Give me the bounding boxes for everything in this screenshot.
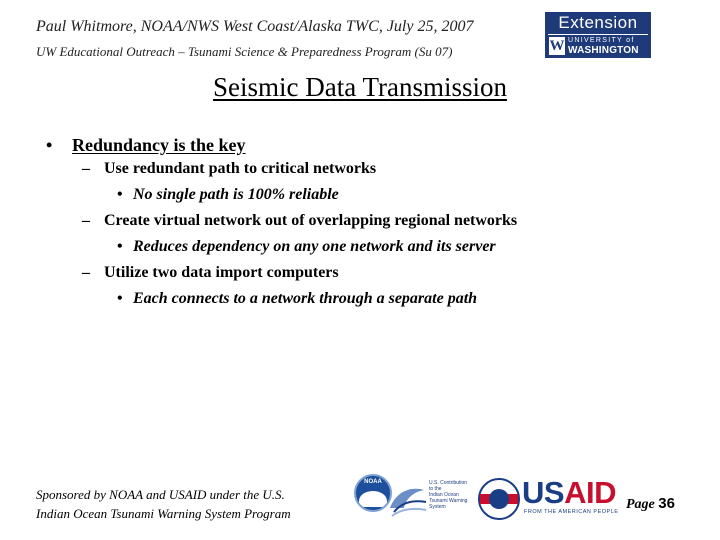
dash-icon: – xyxy=(82,264,90,281)
slide-title: Seismic Data Transmission xyxy=(212,72,508,102)
sub-point-text: Create virtual network out of overlapping regional networks xyxy=(104,212,518,229)
bullet-icon: • xyxy=(117,290,123,307)
sponsor-note xyxy=(36,485,291,523)
page-label: Page xyxy=(626,497,655,512)
sub-point-text: Utilize two data import computers xyxy=(104,264,339,281)
bullet-icon: • xyxy=(117,186,123,203)
logo-university-text: UNIVERSITY of xyxy=(568,37,635,44)
usaid-seal-icon xyxy=(478,478,520,520)
sub-point-1 xyxy=(82,160,376,178)
iotws-caption-line: U.S. Contribution to the xyxy=(429,480,468,492)
sub-point-text: Use redundant path to critical networks xyxy=(104,160,377,177)
detail-point-3 xyxy=(117,290,477,308)
page-number xyxy=(626,495,675,513)
main-bullet xyxy=(46,135,246,156)
noaa-label: NOAA xyxy=(364,479,382,485)
detail-point-text: Reduces dependency on any one network and its server xyxy=(133,238,496,255)
detail-point-text: Each connects to a network through a separate path xyxy=(133,290,478,307)
page-number-value: 36 xyxy=(658,495,675,512)
dash-icon: – xyxy=(82,212,90,229)
usaid-logo xyxy=(478,475,619,519)
iotws-caption-line: Tsunami Warning xyxy=(429,498,468,504)
wave-icon xyxy=(388,478,428,518)
detail-point-1 xyxy=(117,186,339,204)
program-line: UW Educational Outreach – Tsunami Science & Preparedness Program (Su 07) xyxy=(36,44,453,59)
bullet-icon: • xyxy=(46,135,53,155)
sub-point-3 xyxy=(82,264,339,282)
usaid-wordmark-aid: AID xyxy=(564,475,616,510)
iotws-caption xyxy=(429,480,468,510)
main-bullet-text: Redundancy is the key xyxy=(72,135,246,155)
detail-point-text: No single path is 100% reliable xyxy=(133,186,339,203)
iotws-logo xyxy=(388,478,468,520)
usaid-wordmark xyxy=(522,477,616,509)
seal-center xyxy=(489,489,509,509)
detail-point-2 xyxy=(117,238,496,256)
sub-point-2 xyxy=(82,212,517,230)
noaa-logo xyxy=(354,474,392,512)
noaa-bird-icon xyxy=(359,491,387,507)
logo-washington-text: WASHINGTON xyxy=(568,45,639,56)
author-line: Paul Whitmore, NOAA/NWS West Coast/Alaska TWC, July 25, 2007 xyxy=(36,18,474,35)
uw-w-icon: W xyxy=(549,38,565,54)
iotws-caption-line: System xyxy=(429,504,446,510)
iotws-caption-line: Indian Ocean xyxy=(429,492,459,498)
logo-extension-text: Extension xyxy=(558,13,638,32)
sponsor-line-1: Sponsored by NOAA and USAID under the U.S. xyxy=(36,487,285,502)
usaid-wordmark-us: US xyxy=(522,475,565,510)
bullet-icon: • xyxy=(117,238,123,255)
usaid-tagline: FROM THE AMERICAN PEOPLE xyxy=(524,509,619,515)
sponsor-line-2: Indian Ocean Tsunami Warning System Program xyxy=(36,506,291,521)
dash-icon: – xyxy=(82,160,90,177)
